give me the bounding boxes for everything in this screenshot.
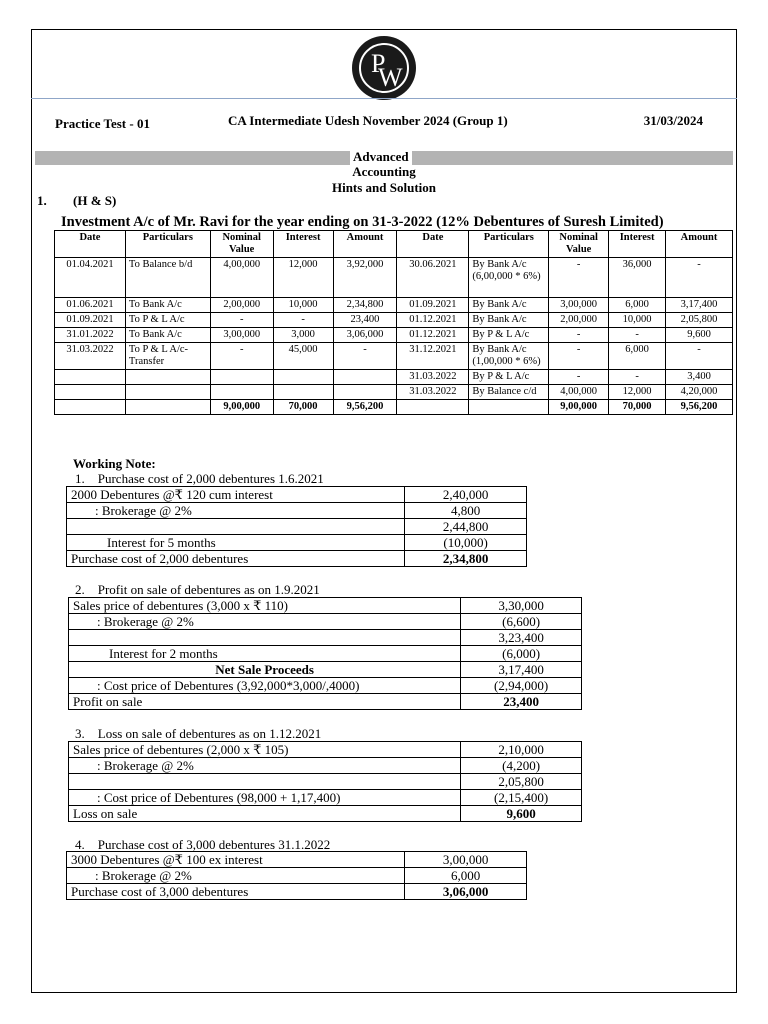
cell: To P & L A/c <box>125 313 210 328</box>
cell: 12,000 <box>273 258 333 298</box>
cell: (2,94,000) <box>461 678 582 694</box>
cell: 3,17,400 <box>666 298 733 313</box>
cell <box>125 385 210 400</box>
cell: 12,000 <box>609 385 666 400</box>
cell <box>333 385 397 400</box>
cell: 2,05,800 <box>461 774 582 790</box>
cell: (6,000) <box>461 646 582 662</box>
total-cell: 9,00,000 <box>210 400 273 415</box>
table-row <box>67 503 527 519</box>
table-row <box>67 535 527 551</box>
cell <box>273 385 333 400</box>
cell: - <box>666 258 733 298</box>
cell: 3,00,000 <box>549 298 609 313</box>
col-header: Date <box>397 231 469 258</box>
ledger-header-row <box>55 231 733 258</box>
cell <box>333 370 397 385</box>
cell: 6,000 <box>405 868 527 884</box>
table-row <box>67 884 527 900</box>
cell: 9,600 <box>461 806 582 822</box>
cell: - <box>333 343 397 370</box>
table-row <box>67 519 527 535</box>
table-row <box>69 646 582 662</box>
cell: 31.01.2022 <box>55 328 126 343</box>
cell: By Balance c/d <box>469 385 549 400</box>
cell: 3,06,000 <box>333 328 397 343</box>
cell: By Bank A/c (6,00,000 * 6%) <box>469 258 549 298</box>
test-name: Practice Test - 01 <box>55 116 150 131</box>
cell: (6,600) <box>461 614 582 630</box>
cell: 01.12.2021 <box>397 328 469 343</box>
cell: 3,92,000 <box>333 258 397 298</box>
cell: 31.03.2022 <box>397 385 469 400</box>
total-cell: 9,56,200 <box>666 400 733 415</box>
cell: By P & L A/c <box>469 328 549 343</box>
cell: (4,200) <box>461 758 582 774</box>
table-row <box>67 852 527 868</box>
cell: 2,40,000 <box>405 487 527 503</box>
question-tag: (H & S) <box>73 193 117 208</box>
pw-logo-ring <box>359 43 409 93</box>
cell: Sales price of debentures (3,000 x ₹ 110) <box>69 598 461 614</box>
cell: 6,000 <box>609 298 666 313</box>
cell: 30.06.2021 <box>397 258 469 298</box>
header-divider <box>31 98 737 99</box>
table-row <box>69 678 582 694</box>
ledger-title: Investment A/c of Mr. Ravi for the year ending on 31-3-2022 (12% Debentures of Suresh Limited) <box>61 214 664 230</box>
cell: : Brokerage @ 2% <box>67 868 405 884</box>
col-header: Interest <box>273 231 333 258</box>
logo-letter-w: W <box>378 63 403 92</box>
test-date: 31/03/2024 <box>643 113 703 128</box>
table-row <box>55 298 733 313</box>
cell: 2,34,800 <box>405 551 527 567</box>
cell: 9,600 <box>666 328 733 343</box>
cell: By Bank A/c <box>469 313 549 328</box>
cell: Purchase cost of 2,000 debentures <box>67 551 405 567</box>
cell: To Balance b/d <box>125 258 210 298</box>
cell: 01.12.2021 <box>397 313 469 328</box>
cell: : Cost price of Debentures (3,92,000*3,000/,4000) <box>69 678 461 694</box>
cell: 3,23,400 <box>461 630 582 646</box>
cell: 01.09.2021 <box>397 298 469 313</box>
col-header: Particulars <box>125 231 210 258</box>
cell: (10,000) <box>405 535 527 551</box>
cell: 2000 Debentures @₹ 120 cum interest <box>67 487 405 503</box>
ledger-total-row <box>55 400 733 415</box>
cell: To P & L A/c-Transfer <box>125 343 210 370</box>
cell: : Brokerage @ 2% <box>67 503 405 519</box>
cell: 2,05,800 <box>666 313 733 328</box>
logo-letter-p: P <box>371 49 386 78</box>
cell: 2,00,000 <box>210 298 273 313</box>
cell: Sales price of debentures (2,000 x ₹ 105) <box>69 742 461 758</box>
cell: - <box>549 370 609 385</box>
cell: - <box>609 328 666 343</box>
cell: 36,000 <box>609 258 666 298</box>
cell: - <box>609 370 666 385</box>
note-2-table <box>68 597 582 710</box>
cell: By Bank A/c (1,00,000 * 6%) <box>469 343 549 370</box>
cell: 4,00,000 <box>210 258 273 298</box>
table-row <box>55 258 733 298</box>
subject-line-3: Hints and Solution <box>331 180 437 195</box>
note-3-heading: 3. Loss on sale of debentures as on 1.12.2021 <box>75 726 322 741</box>
question-number: 1. <box>37 193 47 208</box>
cell: 10,000 <box>609 313 666 328</box>
cell: 4,20,000 <box>666 385 733 400</box>
table-row <box>69 758 582 774</box>
cell <box>55 370 126 385</box>
cell: 3,00,000 <box>405 852 527 868</box>
table-row <box>69 662 582 678</box>
cell <box>125 370 210 385</box>
total-cell <box>125 400 210 415</box>
cell: To Bank A/c <box>125 328 210 343</box>
cell: Profit on sale <box>69 694 461 710</box>
cell: 23,400 <box>461 694 582 710</box>
working-note-title: Working Note: <box>73 456 156 471</box>
cell <box>210 370 273 385</box>
cell: By P & L A/c <box>469 370 549 385</box>
cell: 23,400 <box>333 313 397 328</box>
total-cell: 70,000 <box>609 400 666 415</box>
cell: 2,34,800 <box>333 298 397 313</box>
cell: 01.06.2021 <box>55 298 126 313</box>
cell: Interest for 2 months <box>69 646 461 662</box>
table-row <box>69 694 582 710</box>
cell: 31.03.2022 <box>55 343 126 370</box>
table-row <box>69 614 582 630</box>
cell: - <box>549 343 609 370</box>
cell: - <box>210 313 273 328</box>
note-1-table <box>66 486 527 567</box>
course-title: CA Intermediate Udesh November 2024 (Group 1) <box>228 113 508 128</box>
cell: : Brokerage @ 2% <box>69 614 461 630</box>
table-row <box>67 868 527 884</box>
cell: - <box>666 343 733 370</box>
cell: (2,15,400) <box>461 790 582 806</box>
col-header: Amount <box>333 231 397 258</box>
table-row <box>69 790 582 806</box>
cell: 4,800 <box>405 503 527 519</box>
table-row <box>67 551 527 567</box>
table-row <box>69 742 582 758</box>
cell: 4,00,000 <box>549 385 609 400</box>
cell: 31.03.2022 <box>397 370 469 385</box>
cell: 3,00,000 <box>210 328 273 343</box>
cell <box>69 774 461 790</box>
table-row <box>69 806 582 822</box>
col-header: Nominal Value <box>210 231 273 258</box>
table-row <box>55 385 733 400</box>
cell <box>55 385 126 400</box>
investment-ledger-table <box>54 230 733 415</box>
cell: 3000 Debentures @₹ 100 ex interest <box>67 852 405 868</box>
cell: 3,400 <box>666 370 733 385</box>
cell: - <box>549 328 609 343</box>
cell: 31.12.2021 <box>397 343 469 370</box>
pw-logo <box>352 36 416 100</box>
cell: - <box>549 258 609 298</box>
table-row <box>69 630 582 646</box>
total-cell: 70,000 <box>273 400 333 415</box>
cell <box>273 370 333 385</box>
cell: 3,17,400 <box>461 662 582 678</box>
cell: : Cost price of Debentures (98,000 + 1,17,400) <box>69 790 461 806</box>
total-cell <box>397 400 469 415</box>
cell: Purchase cost of 3,000 debentures <box>67 884 405 900</box>
table-row <box>55 370 733 385</box>
cell: 01.04.2021 <box>55 258 126 298</box>
note-4-heading: 4. Purchase cost of 3,000 debentures 31.1.2022 <box>75 837 331 852</box>
cell: To Bank A/c <box>125 298 210 313</box>
note-1-heading: 1. Purchase cost of 2,000 debentures 1.6.2021 <box>75 471 324 486</box>
cell <box>210 385 273 400</box>
cell: - <box>273 313 333 328</box>
cell: 45,000 <box>273 343 333 370</box>
cell <box>69 630 461 646</box>
col-header: Date <box>55 231 126 258</box>
cell: 2,00,000 <box>549 313 609 328</box>
table-row <box>69 598 582 614</box>
cell: Net Sale Proceeds <box>69 662 461 678</box>
cell: 3,000 <box>273 328 333 343</box>
cell: 2,10,000 <box>461 742 582 758</box>
cell: 6,000 <box>609 343 666 370</box>
note-3-table <box>68 741 582 822</box>
col-header: Nominal Value <box>549 231 609 258</box>
cell: 01.09.2021 <box>55 313 126 328</box>
col-header: Amount <box>666 231 733 258</box>
note-2-heading: 2. Profit on sale of debentures as on 1.9.2021 <box>75 582 320 597</box>
col-header: Interest <box>609 231 666 258</box>
total-cell: 9,56,200 <box>333 400 397 415</box>
cell: 2,44,800 <box>405 519 527 535</box>
table-row <box>55 313 733 328</box>
cell: 3,30,000 <box>461 598 582 614</box>
table-row <box>55 343 733 370</box>
subject-line-2: Accounting <box>352 164 416 179</box>
cell: : Brokerage @ 2% <box>69 758 461 774</box>
cell: Interest for 5 months <box>67 535 405 551</box>
table-row <box>67 487 527 503</box>
total-cell <box>469 400 549 415</box>
cell: - <box>210 343 273 370</box>
subject-line-1: Advanced <box>350 149 412 165</box>
total-cell: 9,00,000 <box>549 400 609 415</box>
cell: 3,06,000 <box>405 884 527 900</box>
note-4-table <box>66 851 527 900</box>
cell: 10,000 <box>273 298 333 313</box>
col-header: Particulars <box>469 231 549 258</box>
table-row <box>55 328 733 343</box>
table-row <box>69 774 582 790</box>
total-cell <box>55 400 126 415</box>
cell: By Bank A/c <box>469 298 549 313</box>
cell <box>67 519 405 535</box>
cell: Loss on sale <box>69 806 461 822</box>
